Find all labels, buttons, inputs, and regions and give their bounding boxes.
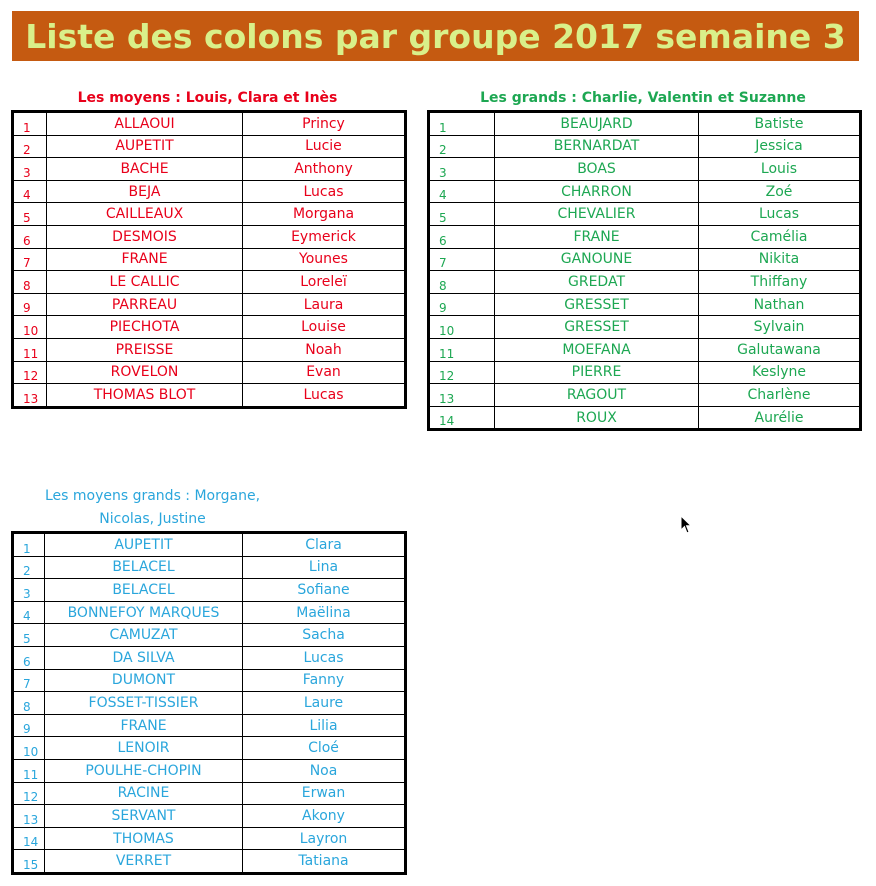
row-number: 8 bbox=[429, 271, 495, 294]
row-number: 14 bbox=[429, 406, 495, 430]
table-row bbox=[13, 601, 406, 624]
last-name: DA SILVA bbox=[45, 646, 243, 669]
first-name: Galutawana bbox=[699, 338, 861, 361]
row-number: 9 bbox=[429, 293, 495, 316]
last-name: BEAUJARD bbox=[495, 112, 699, 136]
last-name: BELACEL bbox=[45, 579, 243, 602]
first-name: Laura bbox=[243, 293, 406, 316]
last-name: RAGOUT bbox=[495, 384, 699, 407]
last-name: AUPETIT bbox=[47, 135, 243, 158]
table-row bbox=[429, 361, 861, 384]
first-name: Laure bbox=[243, 692, 406, 715]
last-name: RACINE bbox=[45, 782, 243, 805]
row-number: 4 bbox=[13, 180, 47, 203]
row-number: 13 bbox=[13, 384, 47, 408]
table-row bbox=[13, 782, 406, 805]
last-name: PIECHOTA bbox=[47, 316, 243, 339]
last-name: FRANE bbox=[45, 714, 243, 737]
last-name: PARREAU bbox=[47, 293, 243, 316]
table-row bbox=[13, 646, 406, 669]
row-number: 10 bbox=[13, 737, 45, 760]
last-name: DUMONT bbox=[45, 669, 243, 692]
table-row bbox=[13, 624, 406, 647]
first-name: Evan bbox=[243, 361, 406, 384]
table-row bbox=[13, 692, 406, 715]
row-number: 2 bbox=[429, 135, 495, 158]
first-name: Younes bbox=[243, 248, 406, 271]
first-name: Nathan bbox=[699, 293, 861, 316]
row-number: 7 bbox=[13, 248, 47, 271]
first-name: Lina bbox=[243, 556, 406, 579]
table-row bbox=[429, 135, 861, 158]
last-name: CHEVALIER bbox=[495, 203, 699, 226]
group-moyens-heading: Les moyens : Louis, Clara et Inès bbox=[77, 90, 338, 106]
table-row bbox=[13, 271, 406, 294]
table-row bbox=[13, 225, 406, 248]
row-number: 8 bbox=[13, 271, 47, 294]
table-row bbox=[13, 737, 406, 760]
table-row bbox=[13, 805, 406, 828]
first-name: Thiffany bbox=[699, 271, 861, 294]
table-row bbox=[429, 248, 861, 271]
first-name: Clara bbox=[243, 533, 406, 557]
last-name: PIERRE bbox=[495, 361, 699, 384]
first-name: Lucas bbox=[243, 180, 406, 203]
row-number: 5 bbox=[429, 203, 495, 226]
last-name: PREISSE bbox=[47, 338, 243, 361]
last-name: POULHE-CHOPIN bbox=[45, 759, 243, 782]
last-name: BEJA bbox=[47, 180, 243, 203]
table-row bbox=[13, 248, 406, 271]
table-row bbox=[429, 271, 861, 294]
group-moyens bbox=[11, 87, 404, 409]
last-name: CHARRON bbox=[495, 180, 699, 203]
first-name: Sofiane bbox=[243, 579, 406, 602]
row-number: 13 bbox=[13, 805, 45, 828]
table-row bbox=[429, 406, 861, 430]
last-name: BELACEL bbox=[45, 556, 243, 579]
last-name: FRANE bbox=[495, 225, 699, 248]
last-name: THOMAS BLOT bbox=[47, 384, 243, 408]
first-name: Louis bbox=[699, 158, 861, 181]
first-name: Sylvain bbox=[699, 316, 861, 339]
row-number: 12 bbox=[429, 361, 495, 384]
table-row bbox=[429, 293, 861, 316]
last-name: VERRET bbox=[45, 850, 243, 874]
row-number: 9 bbox=[13, 714, 45, 737]
row-number: 6 bbox=[13, 225, 47, 248]
last-name: BACHE bbox=[47, 158, 243, 181]
first-name: Tatiana bbox=[243, 850, 406, 874]
row-number: 8 bbox=[13, 692, 45, 715]
first-name: Jessica bbox=[699, 135, 861, 158]
last-name: SERVANT bbox=[45, 805, 243, 828]
row-number: 15 bbox=[13, 850, 45, 874]
first-name: Erwan bbox=[243, 782, 406, 805]
last-name: LENOIR bbox=[45, 737, 243, 760]
last-name: AUPETIT bbox=[45, 533, 243, 557]
row-number: 4 bbox=[13, 601, 45, 624]
table-row bbox=[429, 338, 861, 361]
first-name: Akony bbox=[243, 805, 406, 828]
group-grands-heading: Les grands : Charlie, Valentin et Suzanne bbox=[480, 90, 806, 106]
row-number: 7 bbox=[429, 248, 495, 271]
table-row bbox=[429, 158, 861, 181]
table-row bbox=[13, 112, 406, 136]
page-title: Liste des colons par groupe 2017 semaine 3 bbox=[12, 11, 859, 61]
row-number: 11 bbox=[13, 759, 45, 782]
table-row bbox=[13, 714, 406, 737]
first-name: Anthony bbox=[243, 158, 406, 181]
table-row bbox=[429, 180, 861, 203]
row-number: 2 bbox=[13, 556, 45, 579]
row-number: 6 bbox=[429, 225, 495, 248]
table-row bbox=[13, 759, 406, 782]
last-name: ALLAOUI bbox=[47, 112, 243, 136]
table-row bbox=[13, 293, 406, 316]
row-number: 1 bbox=[429, 112, 495, 136]
first-name: Zoé bbox=[699, 180, 861, 203]
table-row bbox=[13, 316, 406, 339]
last-name: BERNARDAT bbox=[495, 135, 699, 158]
table-row bbox=[429, 203, 861, 226]
first-name: Princy bbox=[243, 112, 406, 136]
row-number: 6 bbox=[13, 646, 45, 669]
arrow-cursor-icon bbox=[680, 515, 692, 535]
first-name: Noa bbox=[243, 759, 406, 782]
first-name: Camélia bbox=[699, 225, 861, 248]
table-row bbox=[429, 316, 861, 339]
table-row bbox=[13, 850, 406, 874]
row-number: 5 bbox=[13, 203, 47, 226]
table-row bbox=[429, 225, 861, 248]
last-name: CAMUZAT bbox=[45, 624, 243, 647]
row-number: 10 bbox=[429, 316, 495, 339]
row-number: 10 bbox=[13, 316, 47, 339]
first-name: Lucas bbox=[699, 203, 861, 226]
table-row bbox=[13, 556, 406, 579]
last-name: DESMOIS bbox=[47, 225, 243, 248]
first-name: Lucas bbox=[243, 646, 406, 669]
last-name: CAILLEAUX bbox=[47, 203, 243, 226]
group-moyens-grands bbox=[11, 485, 404, 875]
heading-line-2: Nicolas, Justine bbox=[99, 511, 206, 527]
group-grands-table bbox=[427, 110, 862, 431]
last-name: GRESSET bbox=[495, 293, 699, 316]
last-name: THOMAS bbox=[45, 827, 243, 850]
group-moyens-table bbox=[11, 110, 407, 409]
row-number: 2 bbox=[13, 135, 47, 158]
row-number: 12 bbox=[13, 782, 45, 805]
row-number: 4 bbox=[429, 180, 495, 203]
first-name: Keslyne bbox=[699, 361, 861, 384]
first-name: Cloé bbox=[243, 737, 406, 760]
last-name: GRESSET bbox=[495, 316, 699, 339]
row-number: 14 bbox=[13, 827, 45, 850]
table-row bbox=[13, 827, 406, 850]
first-name: Fanny bbox=[243, 669, 406, 692]
last-name: GANOUNE bbox=[495, 248, 699, 271]
row-number: 7 bbox=[13, 669, 45, 692]
last-name: ROUX bbox=[495, 406, 699, 430]
row-number: 1 bbox=[13, 112, 47, 136]
first-name: Nikita bbox=[699, 248, 861, 271]
first-name: Loreleï bbox=[243, 271, 406, 294]
row-number: 12 bbox=[13, 361, 47, 384]
group-grands bbox=[427, 87, 859, 431]
group-moyens-grands-heading bbox=[11, 485, 294, 531]
row-number: 5 bbox=[13, 624, 45, 647]
last-name: MOEFANA bbox=[495, 338, 699, 361]
row-number: 9 bbox=[13, 293, 47, 316]
first-name: Morgana bbox=[243, 203, 406, 226]
table-row bbox=[13, 669, 406, 692]
first-name: Aurélie bbox=[699, 406, 861, 430]
first-name: Lilia bbox=[243, 714, 406, 737]
first-name: Charlène bbox=[699, 384, 861, 407]
table-row bbox=[13, 135, 406, 158]
table-row bbox=[13, 158, 406, 181]
first-name: Louise bbox=[243, 316, 406, 339]
last-name: FRANE bbox=[47, 248, 243, 271]
first-name: Lucie bbox=[243, 135, 406, 158]
table-row bbox=[13, 361, 406, 384]
row-number: 3 bbox=[13, 579, 45, 602]
row-number: 3 bbox=[429, 158, 495, 181]
table-row bbox=[13, 384, 406, 408]
table-row bbox=[13, 180, 406, 203]
row-number: 1 bbox=[13, 533, 45, 557]
first-name: Batiste bbox=[699, 112, 861, 136]
table-row bbox=[13, 579, 406, 602]
row-number: 11 bbox=[429, 338, 495, 361]
heading-line-1: Les moyens grands : Morgane, bbox=[44, 488, 261, 504]
last-name: BONNEFOY MARQUES bbox=[45, 601, 243, 624]
last-name: GREDAT bbox=[495, 271, 699, 294]
last-name: ROVELON bbox=[47, 361, 243, 384]
table-row bbox=[13, 203, 406, 226]
row-number: 11 bbox=[13, 338, 47, 361]
last-name: BOAS bbox=[495, 158, 699, 181]
row-number: 3 bbox=[13, 158, 47, 181]
first-name: Eymerick bbox=[243, 225, 406, 248]
table-row bbox=[13, 338, 406, 361]
row-number: 13 bbox=[429, 384, 495, 407]
first-name: Layron bbox=[243, 827, 406, 850]
last-name: FOSSET-TISSIER bbox=[45, 692, 243, 715]
last-name: LE CALLIC bbox=[47, 271, 243, 294]
first-name: Maëlina bbox=[243, 601, 406, 624]
first-name: Lucas bbox=[243, 384, 406, 408]
first-name: Noah bbox=[243, 338, 406, 361]
table-row bbox=[429, 112, 861, 136]
table-row bbox=[13, 533, 406, 557]
first-name: Sacha bbox=[243, 624, 406, 647]
table-row bbox=[429, 384, 861, 407]
group-moyens-grands-table bbox=[11, 531, 407, 875]
